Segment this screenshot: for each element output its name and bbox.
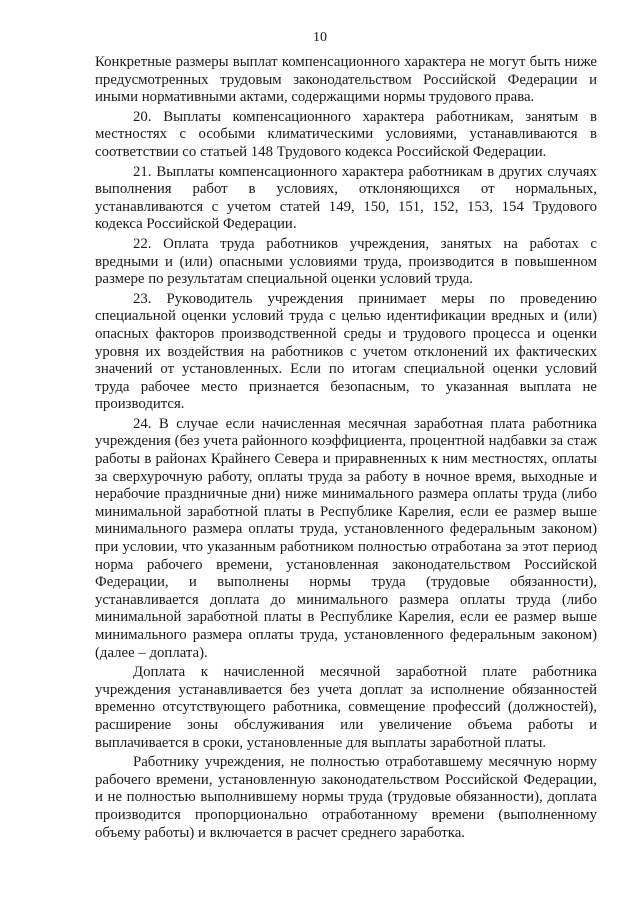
page-number: 10 xyxy=(313,30,327,45)
paragraph-item-23: 23. Руководитель учреждения принимает меры по проведению специальной оценки условий труда с целью идентификации вредных и (или) опасных факторов производственной среды и трудового процесса и оценки уровня их воздействия на работников с учетом отклонений их фактических значений от установленных. Если по итогам специальной оценки условий труда рабочее место признается безопасным, то указанная выплата не производится. xyxy=(95,290,597,413)
paragraph-intro: Конкретные размеры выплат компенсационного характера не могут быть ниже предусмотренных трудовым законодательством Российской Федерации и иными нормативными актами, содержащими нормы трудового права. xyxy=(95,54,597,106)
paragraph-item-22: 22. Оплата труда работников учреждения, занятых на работах с вредными и (или) опасными условиями труда, производится в повышенном размере по результатам специальной оценки условий труда. xyxy=(95,235,597,288)
paragraph-item-20: 20. Выплаты компенсационного характера работникам, занятым в местностях с особыми климатическими условиями, устанавливаются в соответствии со статьей 148 Трудового кодекса Российской Федерации. xyxy=(95,108,597,160)
paragraph-doplata: Доплата к начисленной месячной заработной плате работника учреждения устанавливается без учета доплат за исполнение обязанностей временно отсутствующего работника, совмещение профессий (должностей), расширение зоны обслуживания или увеличение объема работы и выплачивается в сроки, установленные для выплаты заработной платы. xyxy=(95,664,597,751)
paragraph-partial-norm: Работнику учреждения, не полностью отработавшему месячную норму рабочего времени, установленную законодательством Российской Федерации, и не полностью выполнившему нормы труда (трудовые обязанности), доплата производится пропорционально отработанному времени (выполненному объему работы) и включается в расчет среднего заработка. xyxy=(95,754,597,841)
document-body xyxy=(95,54,597,844)
paragraph-item-21: 21. Выплаты компенсационного характера работникам в других случаях выполнения работ в условиях, отклоняющихся от нормальных, устанавливаются с учетом статей 149, 150, 151, 152, 153, 154 Трудового кодекса Российской Федерации. xyxy=(95,163,597,233)
paragraph-item-24: 24. В случае если начисленная месячная заработная плата работника учреждения (без учета районного коэффициента, процентной надбавки за стаж работы в районах Крайнего Севера и приравненных к ним местностях, оплаты за сверхурочную работу, оплаты труда за работу в ночное время, выходные и нерабочие праздничные дни) ниже минимального размера оплаты труда (либо минимальной заработной платы в Республике Карелия, если ее размер выше минимального размера оплаты труда, установленного федеральным законом) при условии, что указанным работником полностью отработана за этот период норма рабочего времени, установленная законодательством Российской Федерации, и выполнены нормы труда (трудовые обязанности), устанавливается доплата до минимального размера оплаты труда (либо минимальной заработной платы в Республике Карелия, если ее размер выше минимального размера оплаты труда, установленного федеральным законом) (далее – доплата). xyxy=(95,415,597,661)
